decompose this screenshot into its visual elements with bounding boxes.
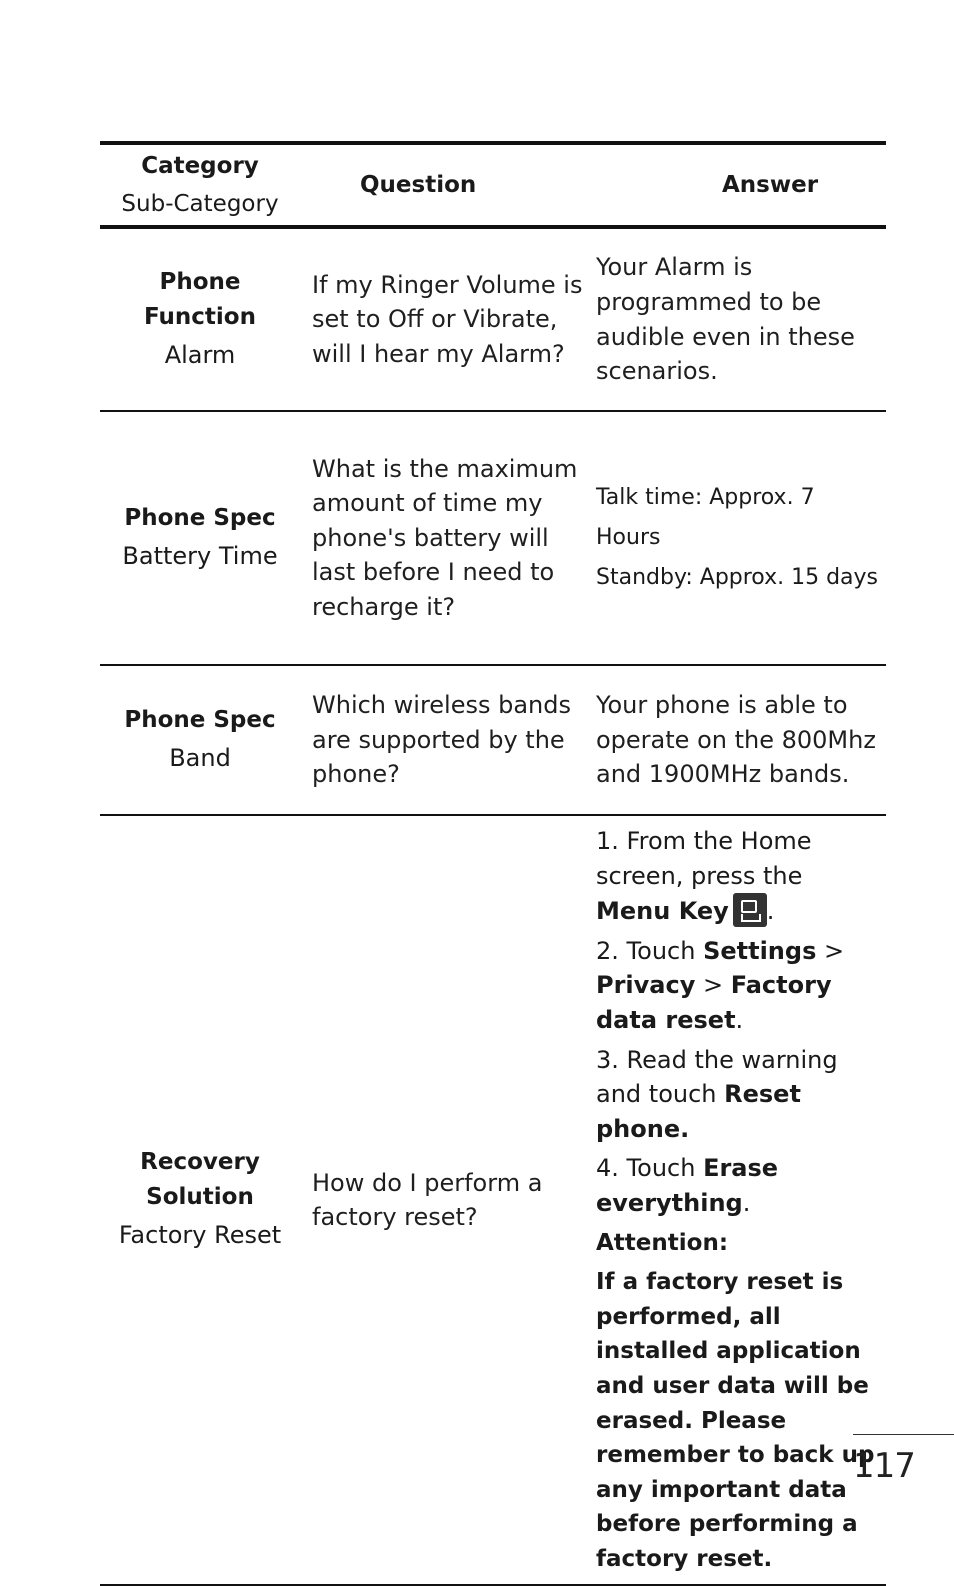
header-category-label: Category — [141, 153, 259, 179]
list-item — [596, 934, 882, 1038]
row-question: Which wireless bands are supported by the phone? — [312, 691, 572, 789]
row-category: Recovery Solution — [140, 1149, 260, 1211]
header-answer: Answer — [722, 172, 819, 198]
step-text-end: . — [742, 1188, 751, 1217]
step-bold-reset-phone: Reset phone. — [596, 1080, 801, 1143]
menu-key-icon — [733, 893, 767, 927]
step-bold-factory-data-reset: Factory data reset — [596, 971, 832, 1034]
row-category: Phone Spec — [124, 504, 276, 531]
row-answer — [584, 411, 886, 665]
row-answer — [584, 815, 886, 1585]
step-text: Read the warning and touch — [596, 1045, 838, 1109]
faq-table — [100, 141, 886, 1586]
row-question: If my Ringer Volume is set to Off or Vibrate, will I hear my Alarm? — [312, 270, 583, 368]
table-row — [100, 227, 886, 411]
step-bold-erase-everything: Erase everything — [596, 1154, 779, 1217]
header-category — [100, 143, 300, 227]
row-question: What is the maximum amount of time my phone's battery will last before I need to recharge it? — [312, 454, 578, 621]
step-number: 2. — [596, 936, 619, 965]
table-row — [100, 411, 886, 665]
row-question: How do I perform a factory reset? — [312, 1168, 543, 1232]
header-question: Question — [360, 172, 477, 198]
answer-line-standby: Standby: Approx. 15 days — [596, 565, 879, 590]
row-sub-category: Battery Time — [122, 541, 278, 570]
reset-steps-list — [596, 824, 882, 1221]
step-bold-settings: Settings — [703, 936, 817, 965]
page-number: 117 — [853, 1446, 915, 1486]
row-category: Phone Spec — [124, 706, 276, 733]
step-text: Touch — [626, 936, 704, 965]
page-number-rule — [853, 1434, 954, 1435]
list-item — [596, 824, 882, 929]
header-sub-category-label: Sub-Category — [121, 191, 279, 217]
step-number: 4. — [596, 1154, 619, 1183]
row-category-cell — [100, 665, 300, 815]
row-answer: Your Alarm is programmed to be audible even in these scenarios. — [596, 253, 855, 386]
row-sub-category: Alarm — [164, 340, 236, 369]
attention-label: Attention: — [596, 1229, 729, 1256]
step-separator: > — [695, 971, 731, 1000]
step-bold-menu-key: Menu Key — [596, 897, 729, 926]
attention-text: If a factory reset is performed, all installed application and user data will be erased. Please remember to back up any important data before performing a factory reset. — [596, 1269, 875, 1572]
list-item — [596, 1043, 882, 1147]
row-answer: Your phone is able to operate on the 800Mhz and 1900MHz bands. — [596, 691, 876, 789]
step-text: From the Home screen, press the — [596, 827, 812, 890]
row-sub-category: Factory Reset — [118, 1221, 282, 1250]
row-category-cell — [100, 411, 300, 665]
step-text-end: . — [766, 897, 775, 926]
row-category: Phone Function — [143, 268, 256, 330]
row-category-cell — [100, 815, 300, 1585]
step-bold-privacy: Privacy — [596, 971, 696, 1000]
list-item — [596, 1151, 882, 1220]
step-number: 3. — [596, 1045, 619, 1074]
table-row — [100, 665, 886, 815]
step-text: Touch — [626, 1154, 704, 1183]
step-number: 1. — [596, 827, 619, 855]
step-separator: > — [816, 936, 845, 965]
table-header-row — [100, 143, 886, 227]
answer-line-talk-time: Talk time: Approx. 7 Hours — [596, 485, 815, 550]
row-category-cell — [100, 227, 300, 411]
table-row — [100, 815, 886, 1585]
step-text-end: . — [735, 1005, 744, 1034]
row-sub-category: Band — [169, 743, 231, 772]
